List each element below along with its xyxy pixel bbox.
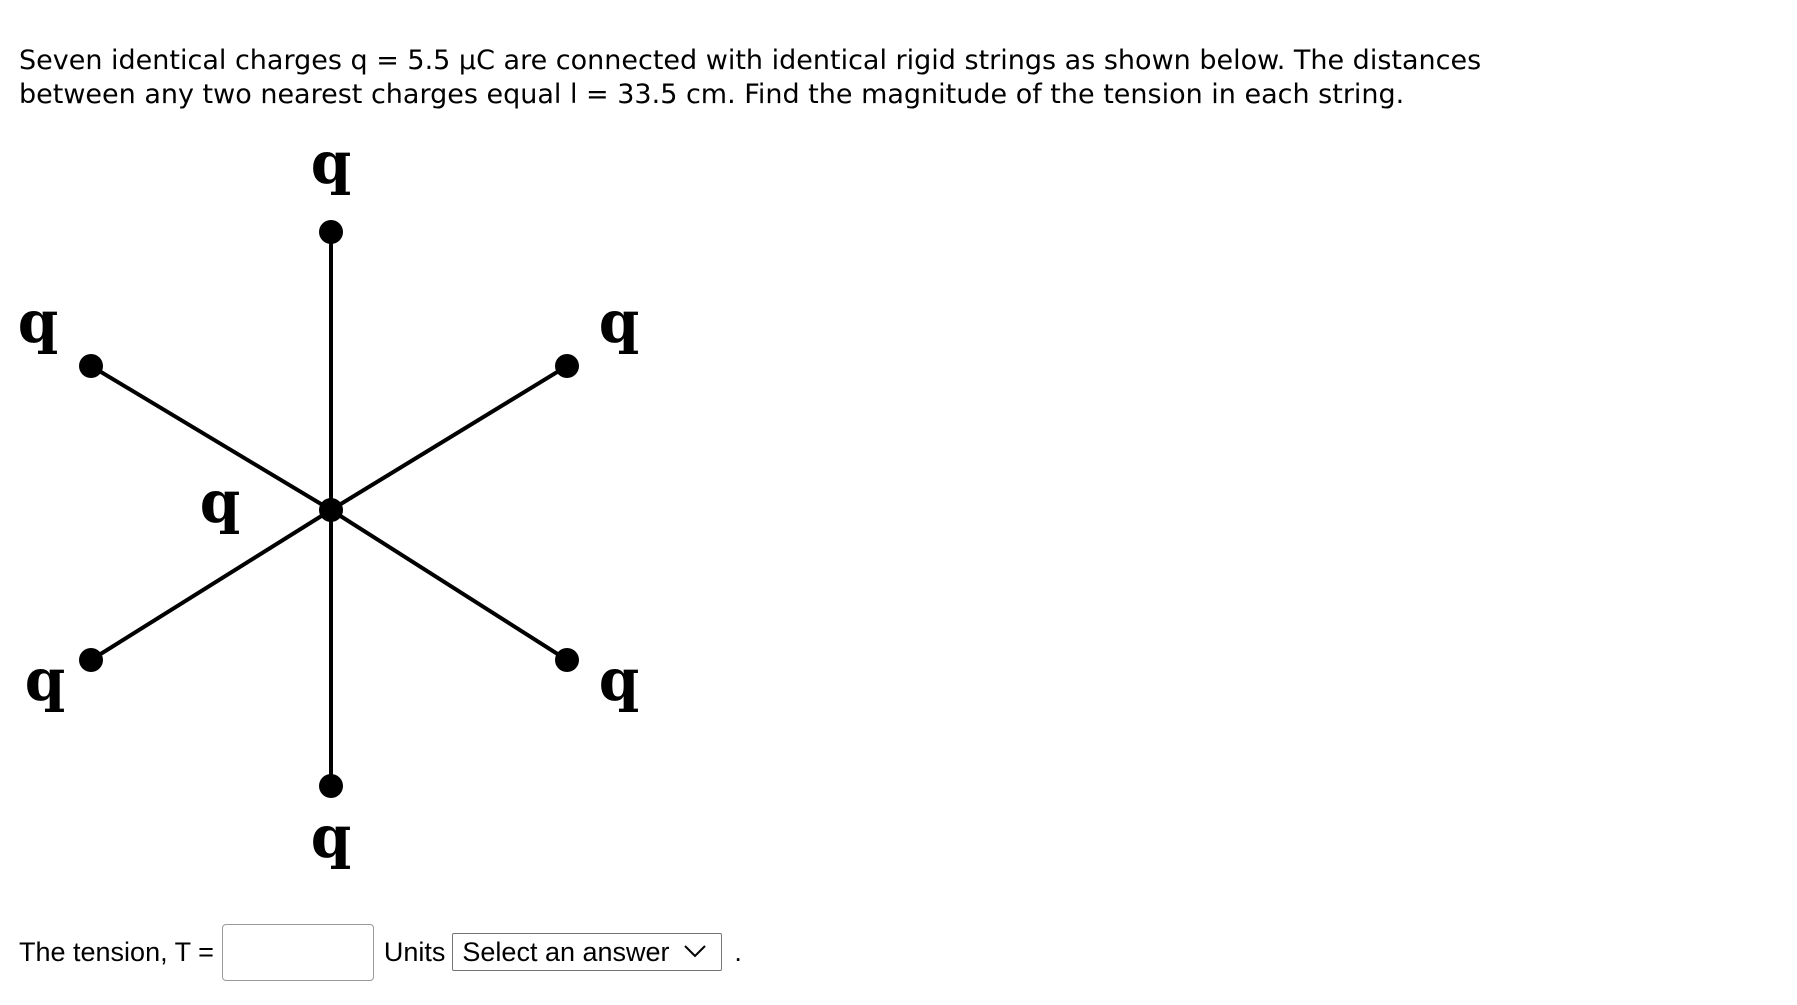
- charge-bottom: [319, 774, 343, 798]
- label-top: q: [310, 129, 352, 197]
- problem-line-1: Seven identical charges q = 5.5 μC are connected with identical rigid strings as shown below. The distances: [19, 45, 1482, 76]
- problem-line-2: between any two nearest charges equal l = 33.5 cm. Find the magnitude of the tension in each string.: [19, 79, 1405, 110]
- string-upper-right: [331, 366, 567, 510]
- charge-upper-right: [555, 354, 579, 378]
- string-lower-right: [331, 510, 567, 660]
- label-upper-left: q: [17, 288, 59, 356]
- label-lower-left: q: [24, 646, 66, 714]
- label-center: q: [199, 468, 241, 536]
- answer-row: [19, 921, 742, 983]
- charge-diagram: [0, 0, 760, 900]
- charge-upper-left: [79, 354, 103, 378]
- units-select[interactable]: [452, 933, 722, 971]
- label-lower-right: q: [598, 646, 640, 714]
- units-selected-value: Select an answer: [462, 936, 670, 967]
- units-label: Units: [383, 936, 446, 967]
- charge-center: [319, 498, 343, 522]
- tension-label: The tension, T =: [19, 936, 214, 967]
- tension-input[interactable]: [222, 924, 374, 981]
- charge-lower-left: [79, 648, 103, 672]
- label-upper-right: q: [598, 288, 640, 356]
- charge-lower-right: [555, 648, 579, 672]
- chevron-down-icon: [683, 943, 707, 959]
- charge-top: [319, 220, 343, 244]
- trailing-period: .: [734, 936, 742, 967]
- label-bottom: q: [310, 803, 352, 871]
